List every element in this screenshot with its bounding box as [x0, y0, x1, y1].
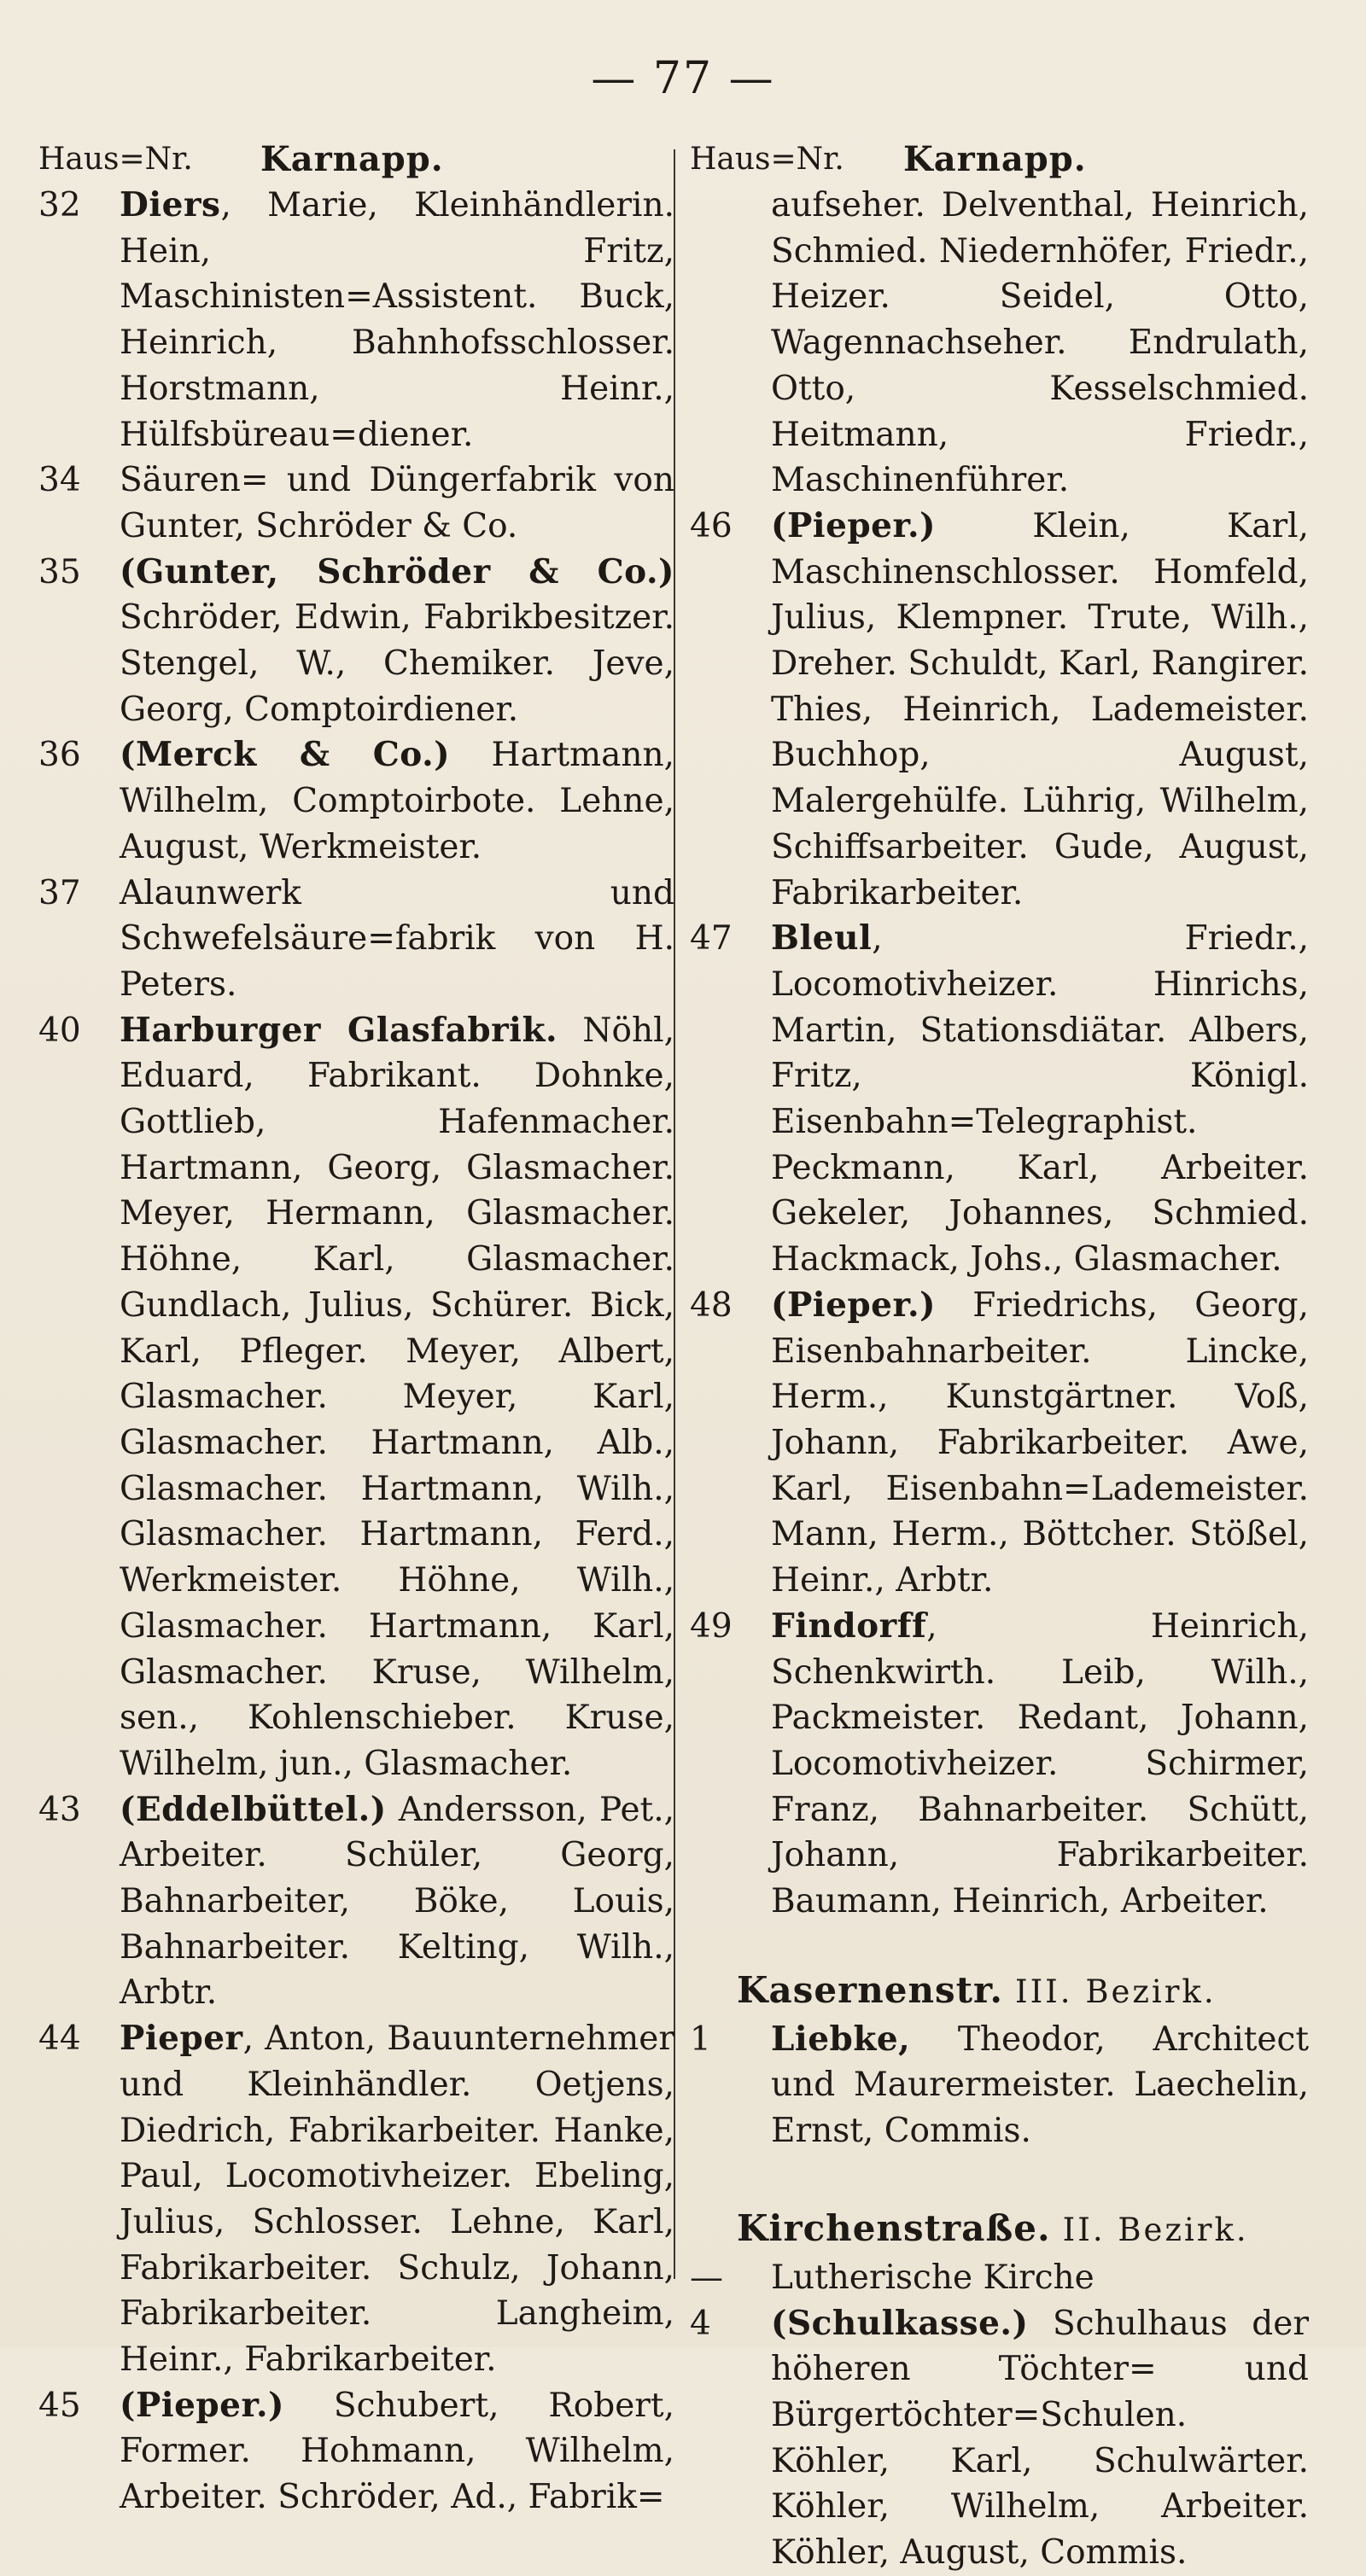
section-heading-kasernenstr — [690, 1967, 1309, 2017]
entry-text: aufseher. Delventhal, Heinrich, Schmied. Niedernhöfer, Friedr., Heizer. Seidel, Otto, Wagennachseher. Endrulath, Otto, Kesselschmied. Heitmann, Friedr., Maschinenführer. — [771, 186, 1309, 500]
entry-kirchenstrasse-4 — [690, 2301, 1309, 2576]
entry-text: Nöhl, Eduard, Fabrikant. Dohnke, Gottlieb, Hafenmacher. Hartmann, Georg, Glasmacher. Meyer, Hermann, Glasmacher. Höhne, Karl, Glasmacher. Gundlach, Julius, Schürer. Bick, Karl, Pfleger. Meyer, Albert, Glasmacher. Meyer, Karl, Glasmacher. Hartmann, Alb., Glasmacher. Hartmann, Wilh., Glasmacher. Hartmann, Ferd., Werkmeister. Höhne, Wilh., Glasmacher. Hartmann, Karl, Glasmacher. Kruse, Wilhelm, sen., Kohlenschieber. Kruse, Wilhelm, jun., Glasmacher. — [120, 1011, 674, 1783]
house-number: 35 — [38, 552, 81, 592]
entry-firm: Pieper — [120, 2019, 243, 2059]
entry-firm: (Eddelbüttel.) — [120, 1789, 387, 1829]
house-number: 40 — [38, 1011, 81, 1050]
left-column-header — [38, 137, 674, 183]
house-number: 48 — [690, 1285, 733, 1325]
house-number: 36 — [38, 736, 81, 775]
entry-firm: Findorff — [771, 1606, 927, 1646]
entry-34 — [38, 458, 674, 549]
house-number-label: Haus=Nr. — [690, 142, 844, 177]
entry-text: Theodor, Architect und Maurermeister. Laechelin, Ernst, Commis. — [771, 2019, 1309, 2151]
street-name: Karnapp. — [260, 139, 444, 179]
entry-text: , Heinrich, Schenkwirth. Leib, Wilh., Packmeister. Redant, Johann, Locomotivheizer. Schirmer, Franz, Bahnarbeiter. Schütt, Johann, Fabrikarbeiter. Baumann, Heinrich, Arbeiter. — [771, 1606, 1309, 1921]
entry-text: Schubert, Robert, Former. Hohmann, Wilhelm, Arbeiter. Schröder, Ad., Fabrik= — [120, 2386, 674, 2517]
entry-48 — [690, 1283, 1309, 1604]
house-number: 46 — [690, 506, 733, 545]
entry-35 — [38, 550, 674, 733]
house-number: 43 — [38, 1790, 81, 1829]
entry-text: , Friedr., Locomotivheizer. Hinrichs, Martin, Stationsdiätar. Albers, Fritz, Königl. Eisenbahn=Telegraphist. Peckmann, Karl, Arbeiter. Gekeler, Johannes, Schmied. Hackmack, Johs., Glasmacher. — [771, 919, 1309, 1279]
street-name: Karnapp. — [903, 139, 1087, 179]
house-number: 1 — [690, 2019, 711, 2059]
entry-continuation — [690, 183, 1309, 504]
page-number: — 77 — — [591, 53, 775, 104]
entry-kasernenstr-1 — [690, 2017, 1309, 2154]
entry-text: Klein, Karl, Maschinenschlosser. Homfeld, Julius, Klempner. Trute, Wilh., Dreher. Schuldt, Karl, Rangirer. Thies, Heinrich, Lademeister. Buchhop, August, Malergehülfe. Lührig, Wilhelm, Schiffsarbeiter. Gude, August, Fabrikarbeiter. — [771, 506, 1309, 912]
entry-text: , Anton, Bauunternehmer und Kleinhändler. Oetjens, Diedrich, Fabrikarbeiter. Hanke, Paul, Locomotivheizer. Ebeling, Julius, Schlosser. Lehne, Karl, Fabrikarbeiter. Schulz, Johann, Fabrikarbeiter. Langheim, Heinr., Fabrikarbeiter. — [120, 2019, 674, 2380]
entry-text: Alaunwerk und Schwefelsäure=fabrik von H. Peters. — [120, 873, 674, 1004]
entry-37 — [38, 871, 674, 1008]
entry-36 — [38, 732, 674, 870]
house-number: 45 — [38, 2386, 81, 2425]
entry-32 — [38, 183, 674, 458]
entry-firm: (Merck & Co.) — [120, 735, 451, 775]
entry-46 — [690, 504, 1309, 916]
left-column — [38, 137, 674, 2521]
house-number: 47 — [690, 919, 733, 959]
entry-49 — [690, 1604, 1309, 1925]
section-spacer — [690, 1925, 1309, 1967]
entry-firm: (Gunter, Schröder & Co.) — [120, 551, 674, 592]
section-district: II. Bezirk. — [1062, 2211, 1249, 2248]
section-heading-kirchenstrasse — [690, 2206, 1309, 2255]
entry-43 — [38, 1787, 674, 2017]
entry-kirchenstrasse-church — [690, 2255, 1309, 2301]
entry-45 — [38, 2383, 674, 2521]
entry-firm: Harburger Glasfabrik. — [120, 1010, 558, 1050]
house-number: 32 — [38, 186, 81, 224]
house-number: 49 — [690, 1606, 733, 1646]
entry-text: Schröder, Edwin, Fabrikbesitzer. Stengel, W., Chemiker. Jeve, Georg, Comptoirdiener. — [120, 598, 674, 729]
entry-firm: Diers — [120, 185, 221, 224]
house-number: — — [690, 2258, 723, 2297]
house-number: 4 — [690, 2304, 711, 2343]
entry-firm: Liebke, — [771, 2019, 911, 2059]
section-street-name: Kirchenstraße. — [737, 2206, 1051, 2249]
entry-text: Hartmann, Wilhelm, Comptoirbote. Lehne, August, Werkmeister. — [120, 736, 674, 866]
entry-44 — [38, 2016, 674, 2383]
entry-text: Lutherische Kirche — [771, 2258, 1095, 2297]
entry-firm: (Pieper.) — [120, 2385, 284, 2425]
entry-firm: (Pieper.) — [771, 505, 936, 545]
section-spacer — [690, 2154, 1309, 2206]
entry-firm: (Pieper.) — [771, 1285, 936, 1325]
entry-40 — [38, 1008, 674, 1787]
house-number: 37 — [38, 873, 81, 912]
entry-firm: (Schulkasse.) — [771, 2303, 1029, 2343]
entry-text: , Marie, Kleinhändlerin. Hein, Fritz, Maschinisten=Assistent. Buck, Heinrich, Bahnhofsschlosser. Horstmann, Heinr., Hülfsbüreau=diener. — [120, 186, 674, 454]
section-district: III. Bezirk. — [1014, 1973, 1217, 2010]
right-column-header — [690, 137, 1309, 183]
house-number: 34 — [38, 461, 81, 500]
right-column — [690, 137, 1309, 2576]
entry-text: Säuren= und Düngerfabrik von Gunter, Schröder & Co. — [120, 461, 674, 545]
entry-text: Andersson, Pet., Arbeiter. Schüler, Georg, Bahnarbeiter, Böke, Louis, Bahnarbeiter. Kelting, Wilh., Arbtr. — [120, 1790, 674, 2013]
entry-firm: Bleul — [771, 918, 873, 959]
entry-47 — [690, 916, 1309, 1283]
section-street-name: Kasernenstr. — [737, 1968, 1003, 2011]
house-number-label: Haus=Nr. — [38, 142, 193, 177]
entry-text: Schulhaus der höheren Töchter= und Bürgertöchter=Schulen. Köhler, Karl, Schulwärter. Köhler, Wilhelm, Arbeiter. Köhler, August, Commis. — [771, 2304, 1309, 2573]
house-number: 44 — [38, 2019, 81, 2059]
entry-text: Friedrichs, Georg, Eisenbahnarbeiter. Lincke, Herm., Kunstgärtner. Voß, Johann, Fabrikarbeiter. Awe, Karl, Eisenbahn=Lademeister. Mann, Herm., Böttcher. Stößel, Heinr., Arbtr. — [771, 1285, 1309, 1600]
